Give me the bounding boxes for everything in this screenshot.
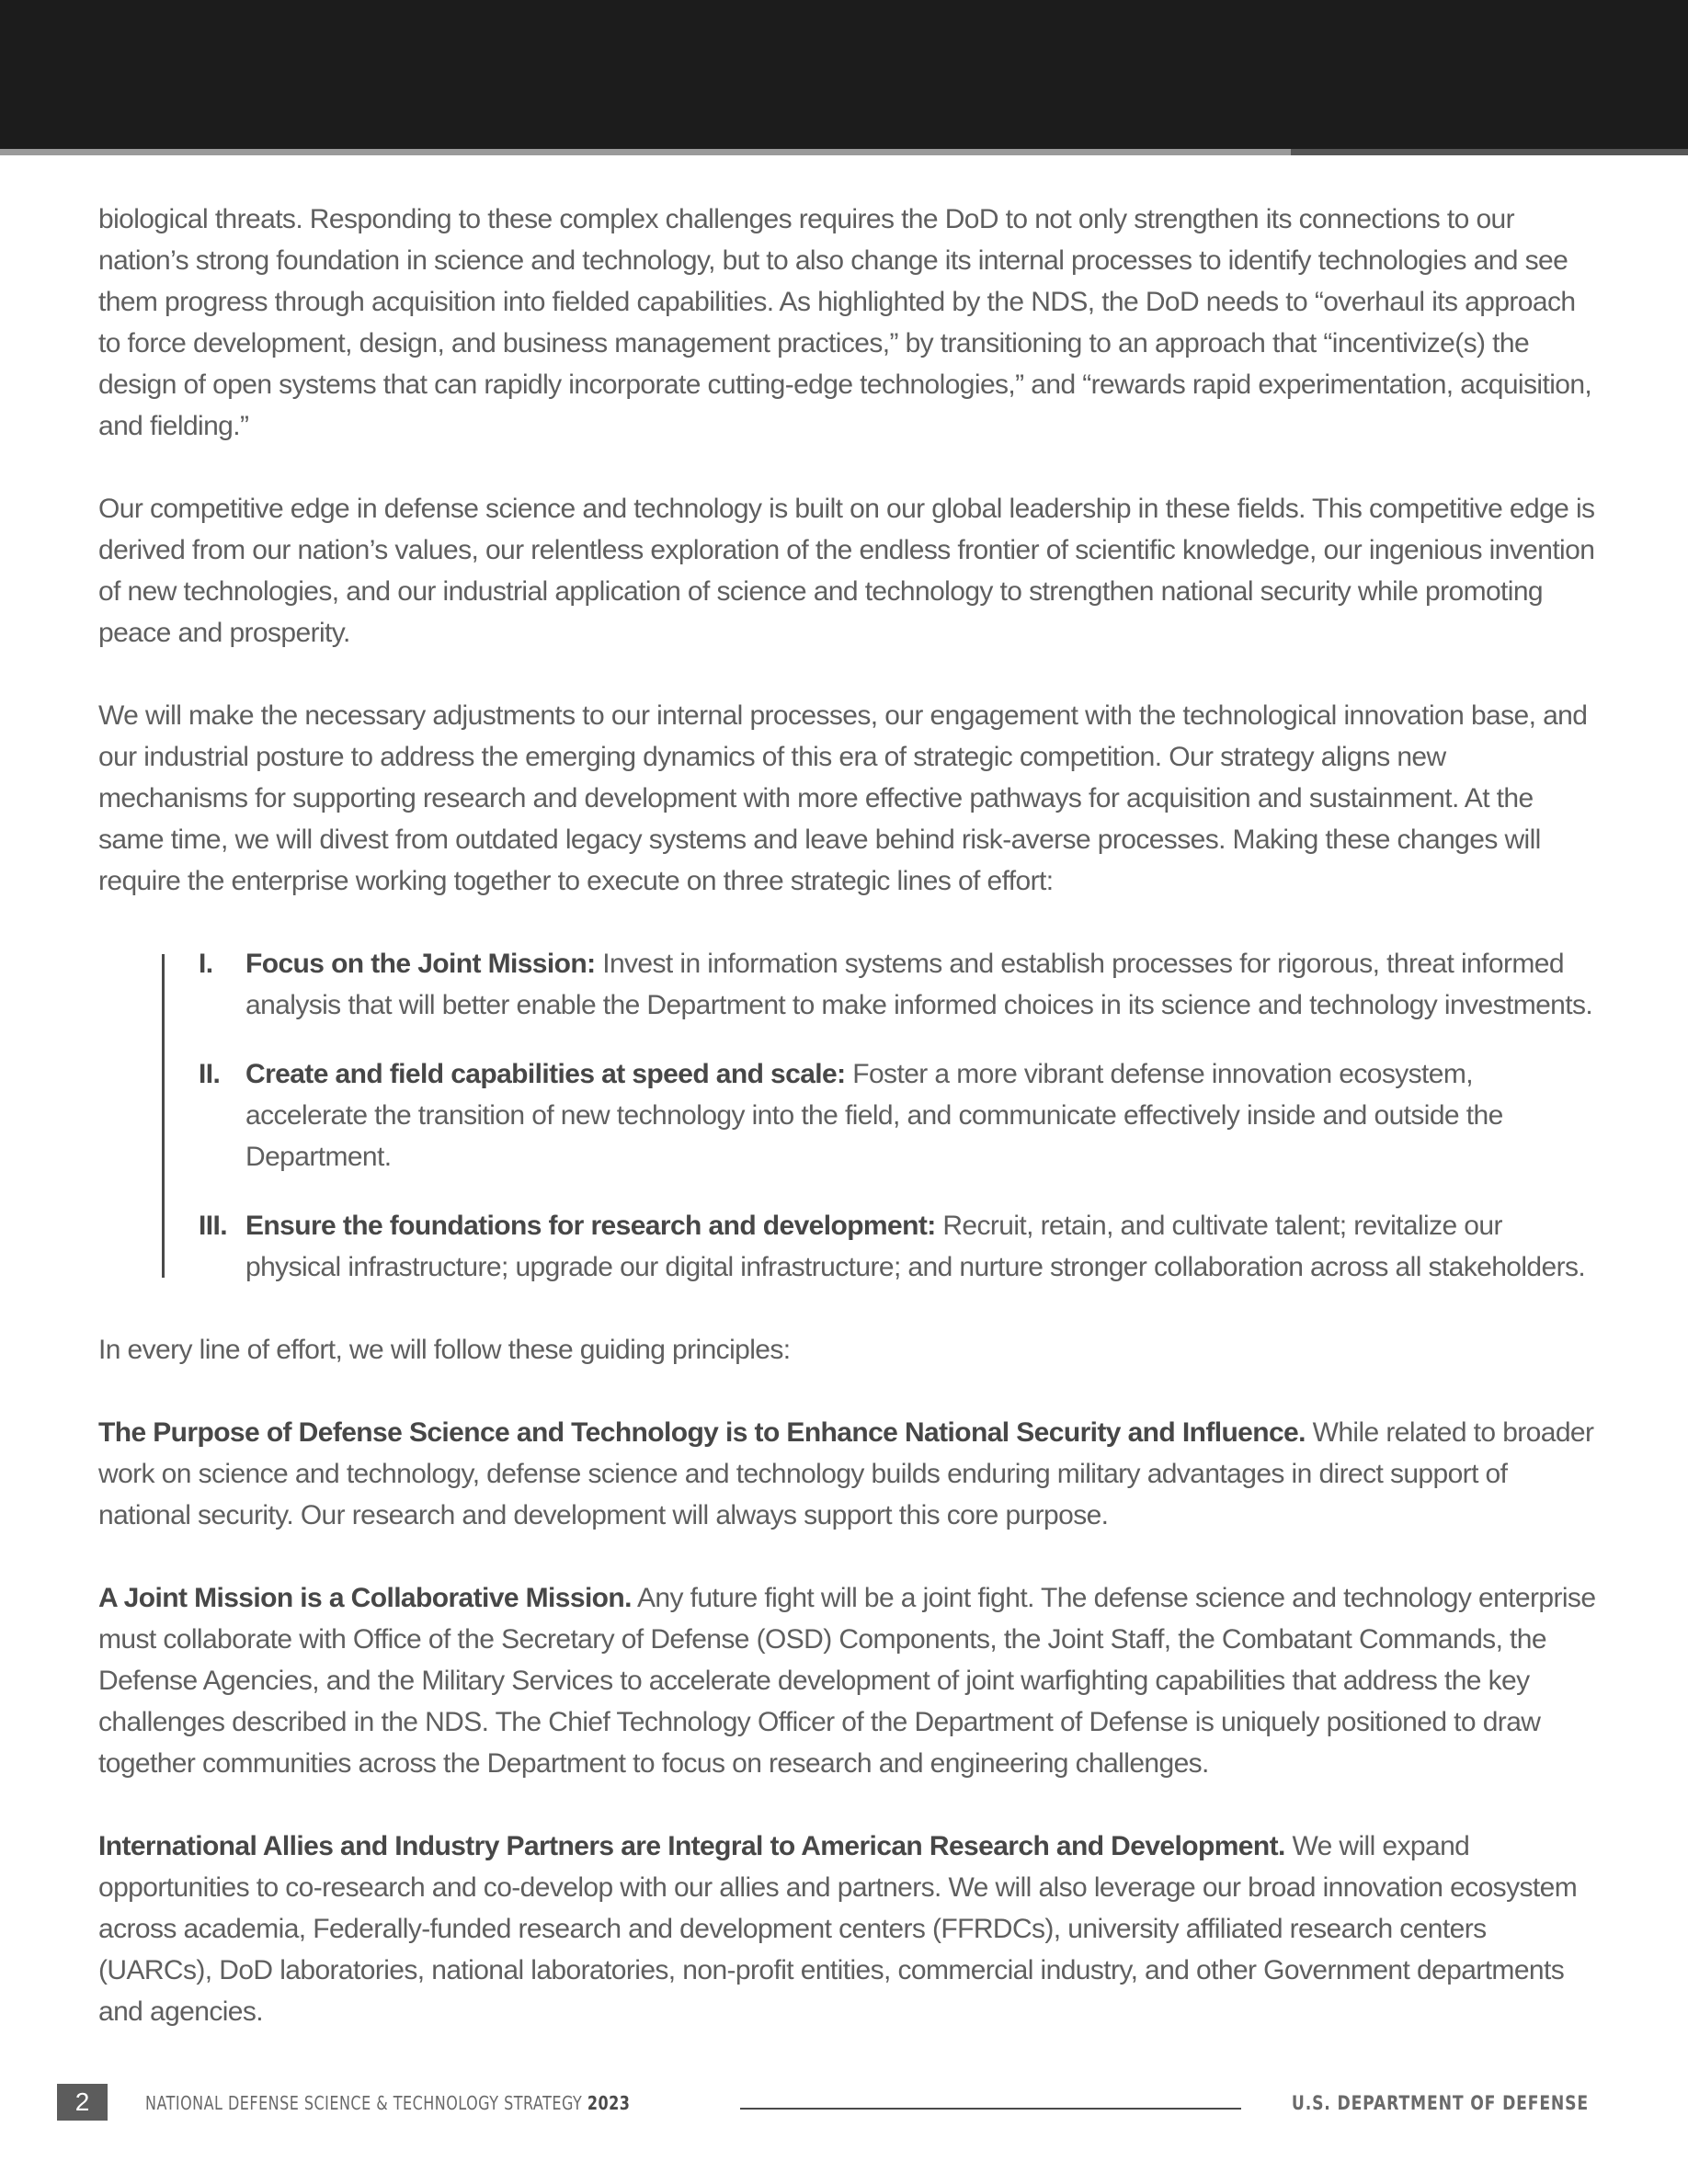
- body-paragraph: We will make the necessary adjustments to our internal processes, our engagement with the technological innovation base, and our industrial posture to address the emerging dynamics of this era of strategic competition. Our strategy aligns new mechanisms for supporting research and development with more effective pathways for acquisition and sustainment. At the same time, we will divest from outdated legacy systems and leave behind risk-averse processes. Making these changes will require the enterprise working together to execute on three strategic lines of effort:: [98, 700, 1588, 896]
- principle-title: The Purpose of Defense Science and Technology is to Enhance National Security and Influence.: [98, 1417, 1306, 1448]
- item-title: Create and field capabilities at speed and scale:: [245, 1059, 846, 1089]
- page-body: [98, 199, 1597, 2074]
- header-stripe-dark: [1291, 149, 1688, 155]
- body-paragraph: biological threats. Responding to these complex challenges requires the DoD to not only strengthen its connections to our nation’s strong foundation in science and technology, but to also change its internal processes to identify technologies and see them progress through acquisition into fielded capabilities. As highlighted by the NDS, the DoD needs to “overhaul its approach to force development, design, and business management practices,” by transitioning to an approach that “incentivize(s) the design of open systems that can rapidly incorporate cutting-edge technologies,” and “rewards rapid experimentation, acquisition, and fielding.”: [98, 204, 1592, 441]
- item-title: Focus on the Joint Mission:: [245, 949, 596, 979]
- footer-document-title: [145, 2091, 630, 2115]
- page-number: 2: [57, 2084, 108, 2121]
- principle-paragraph: [98, 1412, 1597, 1536]
- principle-paragraph: [98, 1577, 1597, 1784]
- item-text: Recruit, retain, and cultivate talent; revitalize our physical infrastructure; upgrade our digital infrastructure; and nurture stronger collaboration across all stakeholders.: [245, 1211, 1586, 1282]
- item-text: Invest in information systems and establish processes for rigorous, threat informed analysis that will better enable the Department to make informed choices in its science and technology investments.: [245, 949, 1593, 1020]
- principles-intro: In every line of effort, we will follow these guiding principles:: [98, 1335, 791, 1365]
- line-of-effort-item: [98, 1053, 1597, 1177]
- principle-paragraph: [98, 1826, 1597, 2032]
- item-title: Ensure the foundations for research and development:: [245, 1211, 936, 1241]
- body-paragraph: Our competitive edge in defense science and technology is built on our global leadership in these fields. This competitive edge is derived from our nation’s values, our relentless exploration of the endless frontier of scientific knowledge, our ingenious invention of new technologies, and our industrial application of science and technology to strengthen national security while promoting peace and prosperity.: [98, 494, 1595, 648]
- item-text: Foster a more vibrant defense innovation ecosystem, accelerate the transition of new technology into the field, and communicate effectively inside and outside the Department.: [245, 1059, 1503, 1172]
- footer-department: U.S. DEPARTMENT OF DEFENSE: [1291, 2092, 1589, 2114]
- line-of-effort-item: [98, 943, 1597, 1026]
- line-of-effort-item: [98, 1205, 1597, 1288]
- footer-divider: [740, 2108, 1241, 2110]
- header-band: [0, 0, 1688, 149]
- principle-text: While related to broader work on science and technology, defense science and technology builds enduring military advantages in direct support of national security. Our research and development will always support this core purpose.: [98, 1417, 1594, 1530]
- header-stripe-light: [0, 149, 1291, 155]
- page-footer: [0, 2077, 1688, 2133]
- footer-year: 2023: [587, 2092, 631, 2114]
- footer-title-text: NATIONAL DEFENSE SCIENCE & TECHNOLOGY STRATEGY: [145, 2092, 583, 2114]
- list-number: I.: [199, 949, 213, 979]
- principle-title: A Joint Mission is a Collaborative Mission.: [98, 1583, 632, 1613]
- list-number: III.: [199, 1211, 227, 1241]
- principle-text: Any future fight will be a joint fight. The defense science and technology enterprise must collaborate with Office of the Secretary of Defense (OSD) Components, the Joint Staff, the Combatant Commands, the Defense Agencies, and the Military Services to accelerate development of joint warfighting capabilities that address the key challenges described in the NDS. The Chief Technology Officer of the Department of Defense is uniquely positioned to draw together communities across the Department to focus on research and engineering challenges.: [98, 1583, 1596, 1779]
- principle-title: International Allies and Industry Partners are Integral to American Research and Development.: [98, 1831, 1285, 1861]
- lines-of-effort-list: [98, 943, 1597, 1288]
- list-number: II.: [199, 1059, 221, 1089]
- principle-text: We will expand opportunities to co-research and co-develop with our allies and partners. We will also leverage our broad innovation ecosystem across academia, Federally-funded research and development centers (FFRDCs), university affiliated research centers (UARCs), DoD laboratories, national laboratories, non-profit entities, commercial industry, and other Government departments and agencies.: [98, 1831, 1578, 2027]
